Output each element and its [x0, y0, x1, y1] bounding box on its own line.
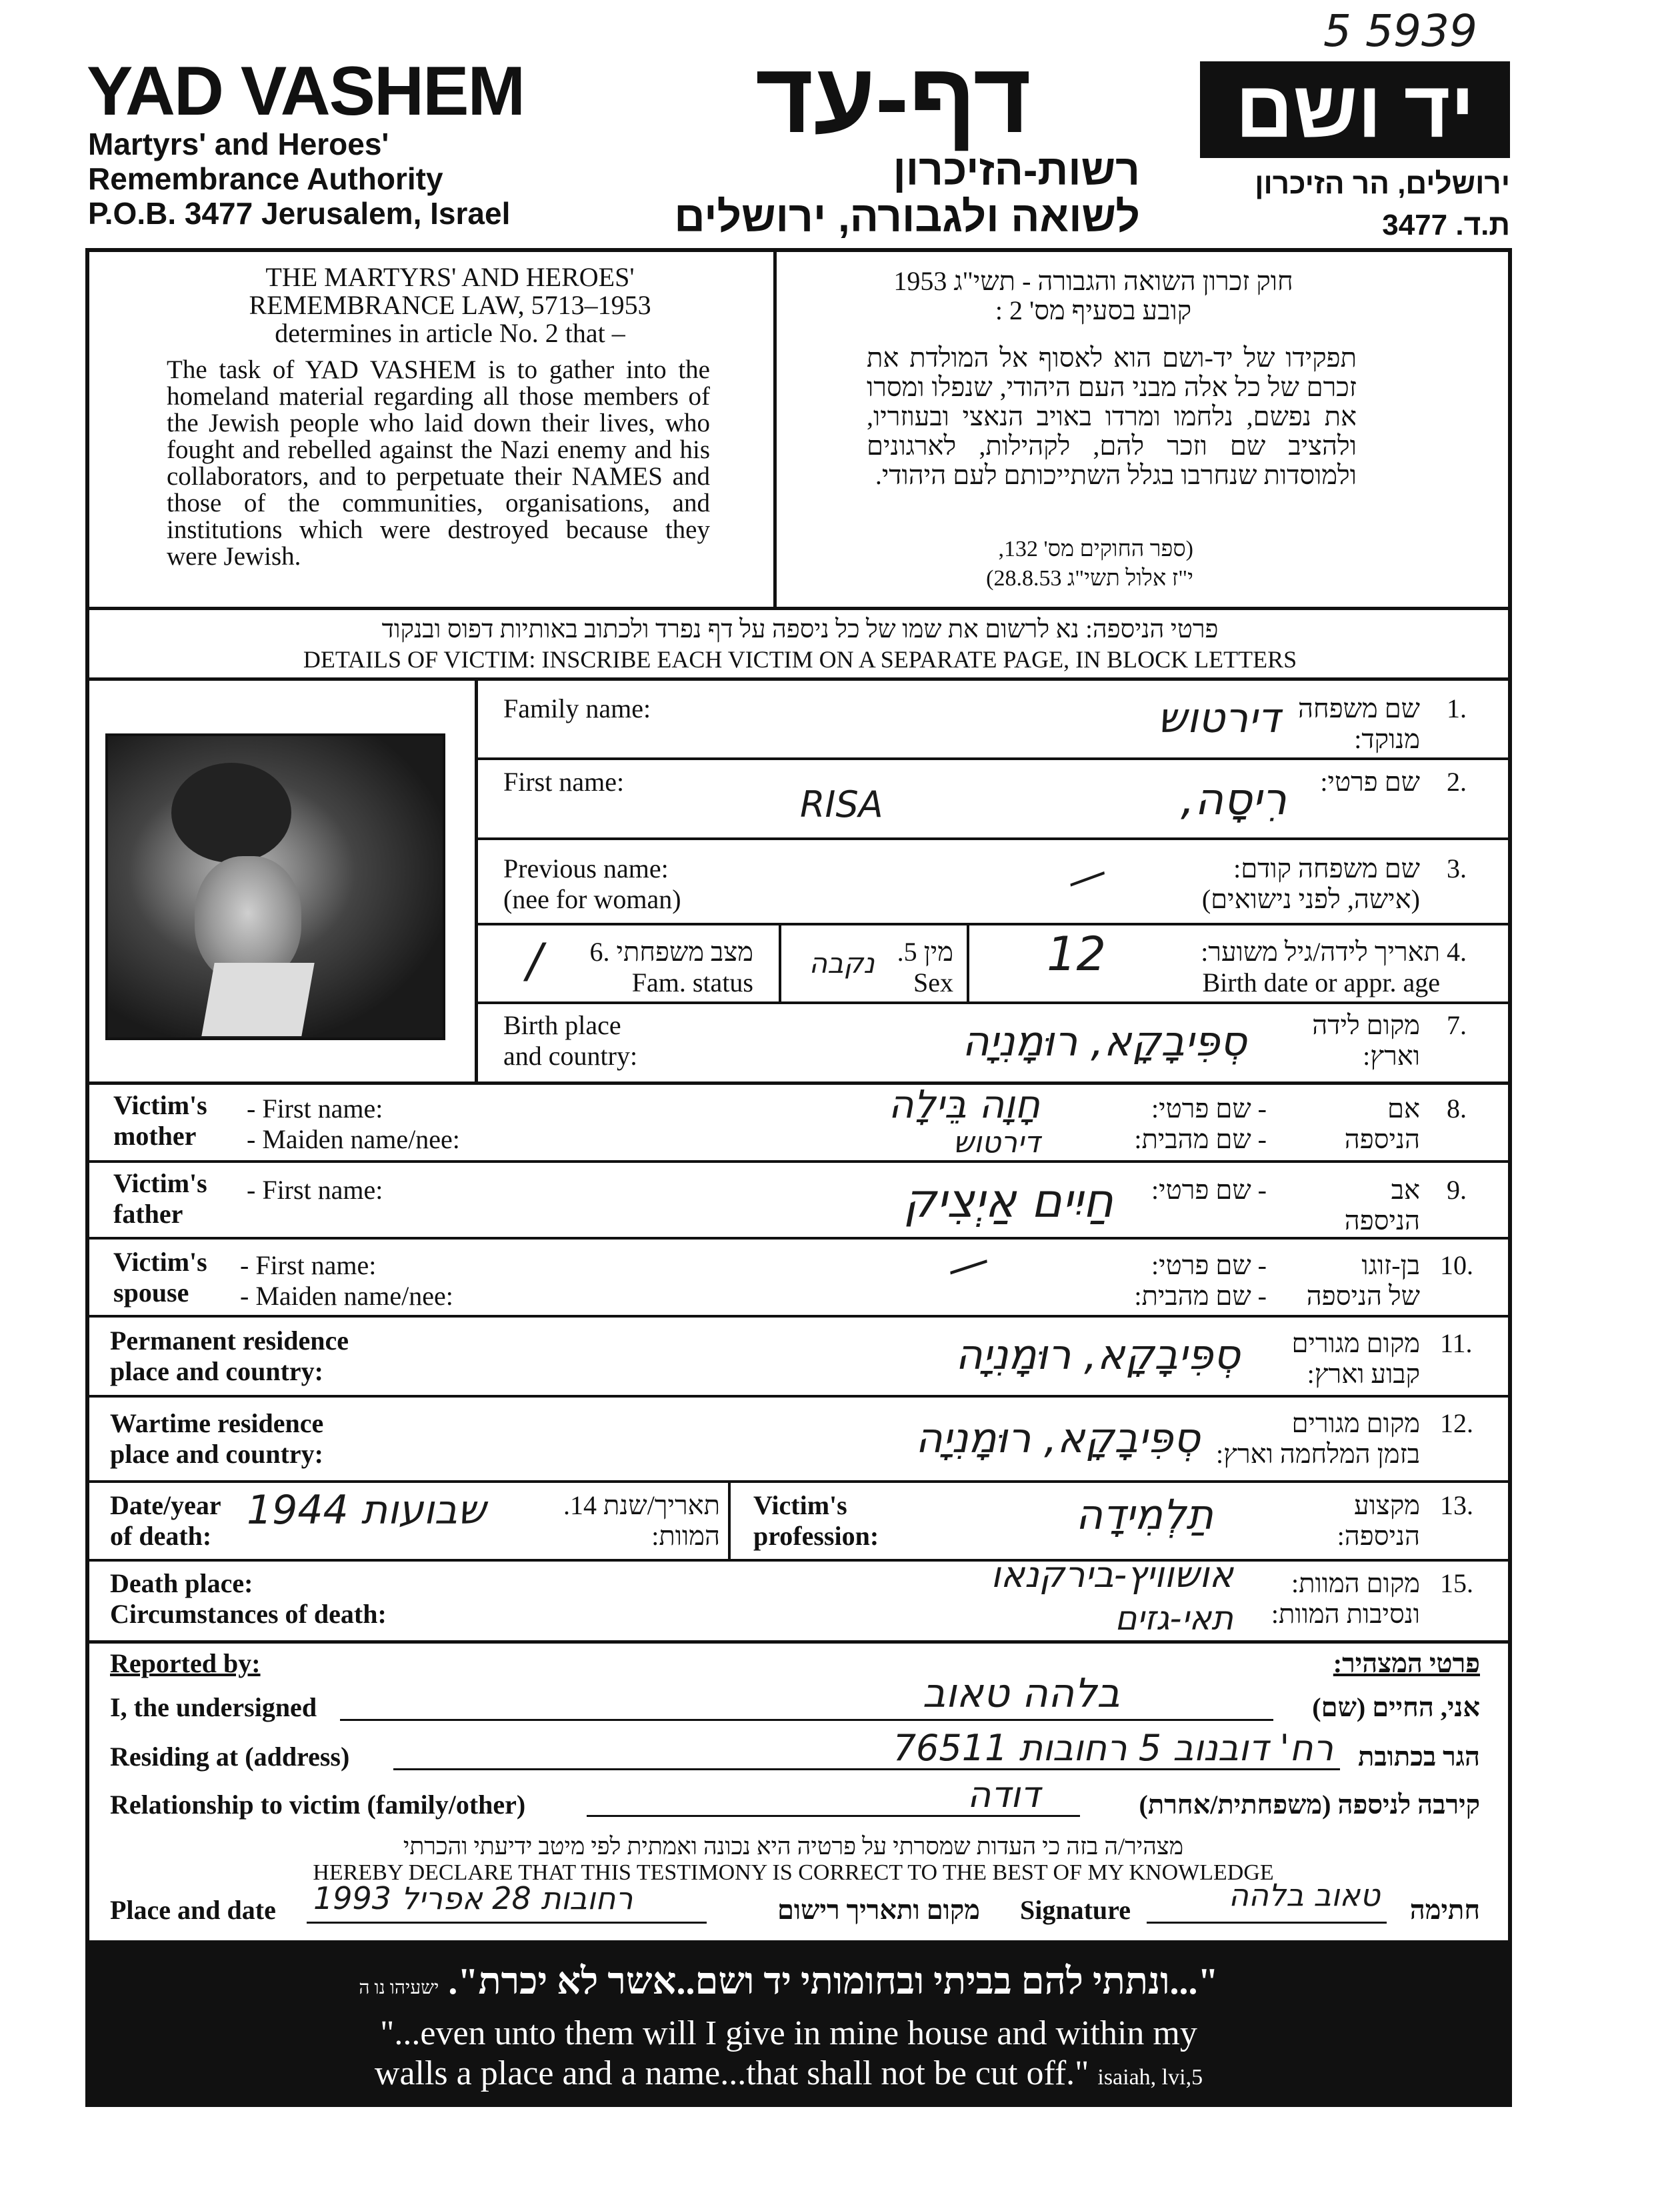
- f8-a: - First name:: [247, 1094, 383, 1124]
- birth-date-label: [1147, 937, 1440, 998]
- f5-he: מין: [923, 937, 953, 967]
- f14-he-1: תאריך/שנת: [603, 1490, 720, 1520]
- death-date-value[interactable]: 1944 שבועות: [247, 1487, 486, 1534]
- f8-en-1: Victim's: [113, 1090, 207, 1120]
- profession-label-he: [1247, 1490, 1420, 1552]
- f14-en-1: Date/year: [110, 1490, 221, 1520]
- f7-en-1: Birth place: [503, 1010, 621, 1040]
- death-place-value[interactable]: אושוויץ-בירקנאו: [991, 1554, 1233, 1596]
- law-title-en-2: REMEMBRANCE LAW, 5713–1953: [249, 290, 651, 320]
- f6-he: מצב משפחתי: [616, 937, 753, 967]
- divider: [85, 1559, 1512, 1562]
- wartime-residence-label-he: [1187, 1408, 1420, 1470]
- previous-name-label-he: [1133, 853, 1420, 915]
- logo-address-line-1: ירושלים, הר הזיכרון: [1255, 167, 1510, 200]
- birth-age-value[interactable]: 12: [1047, 927, 1107, 981]
- photo-collar: [201, 963, 314, 1036]
- f13-he-2: הניספה:: [1337, 1521, 1420, 1551]
- f15-he-2: ונסיבות המוות:: [1271, 1599, 1420, 1629]
- father-label-he: [1280, 1175, 1420, 1236]
- field-number-15: 15.: [1440, 1568, 1473, 1598]
- document-number: 5 5939: [1323, 5, 1477, 57]
- permanent-residence-value[interactable]: סְפִּיבָקָא, רוּמָנִיָה: [955, 1330, 1240, 1379]
- org-sub-line-1: Martyrs' and Heroes': [88, 127, 389, 161]
- first-name-value[interactable]: רִיסָה,: [1181, 773, 1287, 825]
- field-number-10: 10.: [1440, 1250, 1473, 1280]
- father-label: [113, 1168, 207, 1230]
- field-number-2: 2.: [1447, 767, 1467, 797]
- divider: [475, 837, 1512, 840]
- f15-en-2: Circumstances of death:: [110, 1599, 387, 1629]
- f8-he-1: אם: [1387, 1094, 1420, 1124]
- divider: [967, 923, 969, 1003]
- f7-he-2: וארץ:: [1363, 1041, 1420, 1071]
- f6-en: Fam. status: [631, 967, 753, 997]
- permanent-residence-label: [110, 1326, 349, 1387]
- place-date-label: Place and date: [110, 1895, 276, 1925]
- victim-photo: [105, 733, 445, 1040]
- f8-hb: - שם מהבית:: [1134, 1124, 1267, 1154]
- org-sub-line-3: P.O.B. 3477 Jerusalem, Israel: [88, 196, 511, 231]
- field-number-9: 9.: [1447, 1175, 1467, 1205]
- reported-by-label: Reported by:: [110, 1648, 261, 1678]
- logo-address-he: [1173, 163, 1510, 246]
- father-sublabel-he: - שם פרטי:: [1151, 1175, 1267, 1205]
- footer-banner: [85, 1940, 1512, 2107]
- undersigned-line: [340, 1719, 1273, 1721]
- f4-en: Birth date or appr. age: [1202, 967, 1440, 997]
- f10-b: - Maiden name/nee:: [240, 1281, 453, 1311]
- field-number-14: 14.: [563, 1490, 597, 1520]
- f12-he-1: מקום מגורים: [1291, 1408, 1420, 1438]
- mother-sublabels-he: [1047, 1094, 1267, 1155]
- mother-maiden-name-value[interactable]: דירטוש: [953, 1126, 1040, 1160]
- place-date-label-he: מקום ותאריך רישום: [777, 1895, 980, 1925]
- f3-he-2: (אישה, לפני נישואים): [1201, 884, 1420, 914]
- law-divider: [773, 248, 777, 608]
- f4-he: תאריך לידה/גיל משוער:: [1201, 937, 1440, 967]
- f1-he-2: מנוקד:: [1354, 724, 1420, 754]
- footer-he-text: "...ונתתי להם בביתי ובחומותי יד ושם..אשר לא יכרת".: [448, 1961, 1219, 2002]
- footer-en-line-2: walls a place and a name...that shall not be cut off.": [374, 2054, 1089, 2092]
- f15-en-1: Death place:: [110, 1568, 253, 1598]
- divider: [85, 1640, 1512, 1644]
- divider: [85, 1395, 1512, 1398]
- place-date-value[interactable]: 1993 רחובות 28 אפריל: [313, 1880, 633, 1916]
- first-name-label: First name:: [503, 767, 625, 797]
- death-circumstances-value[interactable]: תאי-גזים: [1115, 1599, 1233, 1638]
- f8-he-2: הניספה: [1344, 1124, 1420, 1154]
- footer-en-ref: isaiah, lvi,5: [1097, 2065, 1203, 2090]
- f10-ha: - שם פרטי:: [1151, 1250, 1267, 1280]
- f12-he-2: בזמן המלחמה וארץ:: [1216, 1439, 1420, 1469]
- undersigned-value[interactable]: בלהה טאוב: [922, 1670, 1120, 1717]
- signature-label-he: חתימה: [1409, 1895, 1480, 1925]
- f5-en: Sex: [913, 967, 953, 997]
- law-title-en: [160, 263, 740, 347]
- mother-label: [113, 1090, 207, 1152]
- previous-name-value[interactable]: —: [1059, 847, 1114, 906]
- details-header-en: DETAILS OF VICTIM: INSCRIBE EACH VICTIM ON A SEPARATE PAGE, IN BLOCK LETTERS: [303, 646, 1297, 673]
- law-ref-line-2: י"ז אלול תשי"ג 28.8.53): [986, 566, 1193, 591]
- fam-status-value[interactable]: /: [527, 933, 543, 988]
- logo-address-line-2: ת.ד. 3477: [1382, 209, 1510, 241]
- law-reference-he: [820, 535, 1193, 593]
- f13-en-1: Victim's: [753, 1490, 847, 1520]
- f8-en-2: mother: [113, 1121, 197, 1151]
- father-first-name-value[interactable]: חַיִים אַיְצִיק: [903, 1174, 1113, 1228]
- permanent-residence-label-he: [1247, 1328, 1420, 1390]
- f10-he-2: של הניספה: [1306, 1281, 1420, 1311]
- death-place-label-he: [1220, 1568, 1420, 1630]
- org-subtitle-en: [88, 127, 510, 231]
- law-title-en-3: determines in article No. 2 that –: [275, 318, 625, 348]
- field-number-5: 5.: [897, 937, 917, 967]
- divider: [85, 607, 1512, 610]
- f9-he-1: אב: [1391, 1175, 1420, 1205]
- authority-he: [613, 147, 1140, 240]
- spouse-label: [113, 1247, 207, 1308]
- f13-he-1: מקצוע: [1354, 1490, 1420, 1520]
- birth-place-label-he: [1247, 1010, 1420, 1071]
- f11-he-1: מקום מגורים: [1291, 1328, 1420, 1358]
- undersigned-label: I, the undersigned: [110, 1692, 317, 1722]
- address-value[interactable]: רח' דובנוב 5 רחובות 76511: [893, 1727, 1333, 1769]
- photo-divider: [475, 677, 478, 1084]
- wartime-residence-label: [110, 1408, 323, 1470]
- first-name-value-en[interactable]: RISA: [800, 783, 883, 825]
- family-name-value[interactable]: דירטוש: [1157, 693, 1280, 742]
- address-label-he: הגר בכתובת: [1358, 1742, 1480, 1772]
- father-sublabel: - First name:: [247, 1175, 383, 1205]
- f11-en-1: Permanent residence: [110, 1326, 349, 1356]
- photo-hair: [171, 763, 291, 863]
- undersigned-label-he: אני, החיים (שם): [1312, 1692, 1480, 1722]
- birth-place-value[interactable]: סְפִּיבָקָא, רוּמָנִיָה: [962, 1017, 1247, 1065]
- f10-a: - First name:: [240, 1250, 377, 1280]
- wartime-residence-value[interactable]: סְפִּיבָקָא, רוּמָנִיָה: [915, 1414, 1200, 1462]
- f11-he-2: קבוע וארץ:: [1307, 1359, 1420, 1389]
- field-number-7: 7.: [1447, 1010, 1467, 1040]
- f10-en-2: spouse: [113, 1278, 189, 1308]
- law-title-he: [800, 267, 1387, 325]
- yad-vashem-logo: יד ושם: [1200, 61, 1510, 158]
- f12-en-2: place and country:: [110, 1439, 323, 1469]
- divider: [728, 1480, 731, 1560]
- f7-en-2: and country:: [503, 1041, 638, 1071]
- divider: [85, 677, 1512, 681]
- divider: [85, 1315, 1512, 1318]
- signature-line: [1147, 1922, 1387, 1924]
- death-place-label: [110, 1568, 387, 1630]
- field-number-1: 1.: [1447, 693, 1467, 723]
- footer-verse-he: [105, 1960, 1472, 2003]
- spouse-label-he: [1267, 1250, 1420, 1312]
- profession-value[interactable]: תַלְמִידָה: [1075, 1490, 1213, 1539]
- footer-verse-en: [105, 2014, 1472, 2098]
- f9-he-2: הניספה: [1344, 1206, 1420, 1236]
- footer-en-line-1: "...even unto them will I give in mine house and within my: [380, 2014, 1197, 2052]
- field-number-8: 8.: [1447, 1094, 1467, 1124]
- field-number-12: 12.: [1440, 1408, 1473, 1438]
- declaration-he: מצהיר/ה בזה כי העדות שמסרתי על פרטיה היא נכונה ואמתית לפי מיטב ידיעתי והכרתי: [403, 1833, 1184, 1860]
- address-label: Residing at (address): [110, 1742, 350, 1772]
- divider: [475, 757, 1512, 760]
- mother-first-name-value[interactable]: חָוָה בֵּילָה: [888, 1081, 1040, 1127]
- f7-he-1: מקום לידה: [1312, 1010, 1420, 1040]
- signature-label: Signature: [1020, 1895, 1131, 1925]
- f8-b: - Maiden name/nee:: [247, 1124, 460, 1154]
- field-number-3: 3.: [1447, 853, 1467, 883]
- previous-name-label: [503, 853, 681, 915]
- first-name-label-he: שם פרטי:: [1320, 767, 1420, 797]
- field-number-11: 11.: [1440, 1328, 1473, 1358]
- authority-he-line-1: רשות-הזיכרון: [893, 146, 1140, 194]
- authority-he-line-2: לשואה ולגבורה, ירושלים: [674, 193, 1140, 241]
- field-number-4: 4.: [1447, 937, 1467, 967]
- divider: [475, 1001, 1512, 1004]
- form-title-he: דף-עד: [755, 41, 1032, 153]
- law-body-he: תפקידו של יד-ושם הוא לאסוף אל המולדת את זכרם של כל אלה מבני העם היהודי, שנפלו ומסרו את נפשם, נלחמו ומרדו באויב הנאצי ובעוזריו, ולהציב שם וזכר להם, לקהילות, לארגונים ולמוסדות שנחרבו בגלל השתייכותם לעם היהודי.: [867, 343, 1357, 490]
- f12-en-1: Wartime residence: [110, 1408, 324, 1438]
- signature-value[interactable]: טאוב בלהה: [1228, 1877, 1380, 1913]
- f3-he-1: שם משפחה קודם:: [1233, 853, 1420, 883]
- f3-en-1: Previous name:: [503, 853, 669, 883]
- f11-en-2: place and country:: [110, 1356, 323, 1386]
- law-body-en: The task of YAD VASHEM is to gather into the homeland material regarding all those members of the Jewish people who laid down their lives, who fought and rebelled against the Nazi enemy and his collaborators, and to perpetuate their NAMES and those of the communities, organisations, and institutions which were destroyed because they were Jewish.: [167, 355, 710, 571]
- f10-he-1: בן-זוגו: [1361, 1250, 1420, 1280]
- law-title-he-1: חוק זכרון השואה והגבורה - תשי"ג 1953: [893, 266, 1293, 296]
- f8-ha: - שם פרטי:: [1151, 1094, 1267, 1124]
- sex-value[interactable]: נקבה: [809, 947, 875, 979]
- relationship-value[interactable]: דודה: [967, 1774, 1040, 1816]
- f9-en-1: Victim's: [113, 1168, 207, 1198]
- declaration-en: HEREBY DECLARE THAT THIS TESTIMONY IS CORRECT TO THE BEST OF MY KNOWLEDGE: [313, 1860, 1274, 1885]
- sex-label: [887, 937, 953, 998]
- f1-he-1: שם משפחה: [1298, 693, 1420, 723]
- spouse-sublabels: [240, 1250, 453, 1312]
- f14-he-2: המוות:: [651, 1521, 720, 1551]
- f15-he-1: מקום המוות:: [1291, 1568, 1420, 1598]
- divider: [85, 1237, 1512, 1240]
- f3-en-2: (nee for woman): [503, 884, 681, 914]
- f13-en-2: profession:: [753, 1521, 879, 1551]
- fam-status-label: [573, 937, 753, 998]
- f10-en-1: Victim's: [113, 1247, 207, 1277]
- profession-label: [753, 1490, 879, 1552]
- family-name-label: Family name:: [503, 693, 651, 723]
- spouse-value[interactable]: —: [940, 1234, 996, 1296]
- law-ref-line-1: (ספר החוקים מס' 132,: [998, 537, 1193, 561]
- death-date-label-he: [553, 1490, 720, 1552]
- relationship-label-he: קירבה לניספה (משפחתית/אחרת): [1139, 1790, 1480, 1820]
- field-number-13: 13.: [1440, 1490, 1473, 1520]
- reported-by-label-he: פרטי המצהיר:: [1333, 1648, 1480, 1678]
- mother-sublabels: [247, 1094, 460, 1155]
- spouse-sublabels-he: [1047, 1250, 1267, 1312]
- law-title-en-1: THE MARTYRS' AND HEROES': [265, 262, 635, 292]
- divider: [475, 923, 1512, 925]
- details-header-he: פרטי הניספה: נא לרשום את שמו של כל ניספה על דף נפרד ולכתוב באותיות דפוס ובנקוד: [381, 615, 1219, 643]
- relationship-label: Relationship to victim (family/other): [110, 1790, 526, 1820]
- f10-hb: - שם מהבית:: [1134, 1281, 1267, 1311]
- footer-he-ref: ישעיהו נו ה: [359, 1978, 439, 1998]
- divider: [85, 1160, 1512, 1163]
- f9-en-2: father: [113, 1199, 183, 1229]
- divider: [85, 1480, 1512, 1483]
- mother-label-he: [1280, 1094, 1420, 1155]
- org-sub-line-2: Remembrance Authority: [88, 161, 443, 196]
- law-title-he-2: קובע בסעיף מס' 2 :: [995, 295, 1192, 325]
- birth-place-label: [503, 1010, 637, 1071]
- org-title-en: YAD VASHEM: [87, 53, 525, 130]
- field-number-6: .6: [589, 937, 610, 967]
- f14-en-2: of death:: [110, 1521, 212, 1551]
- place-date-line: [307, 1922, 707, 1924]
- death-date-label: [110, 1490, 221, 1552]
